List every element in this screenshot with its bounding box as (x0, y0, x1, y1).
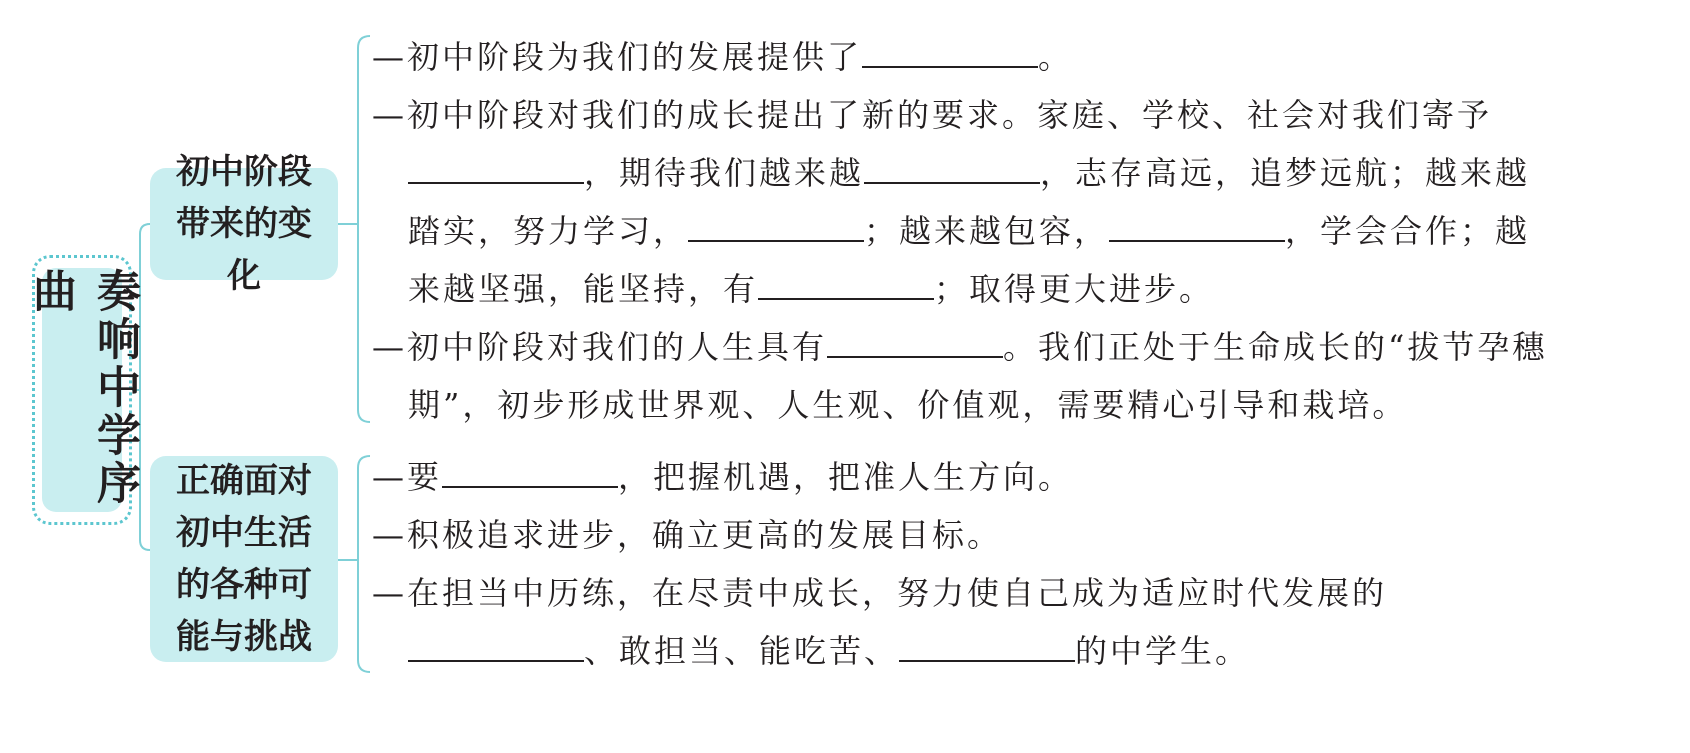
fill-in-blank[interactable] (442, 456, 618, 488)
branch-label: 初中阶段带来的变化 (176, 152, 312, 296)
fill-in-blank[interactable] (408, 630, 584, 662)
content-item (372, 28, 1552, 86)
branch-label: 正确面对初中生活的各种可能与挑战 (176, 461, 312, 657)
fill-in-blank[interactable] (1109, 210, 1285, 242)
branch-node-changes (150, 152, 338, 296)
item-text: —要 (372, 458, 443, 496)
item-text: —积极追求进步，确立更高的发展目标。 (372, 516, 1003, 554)
root-node (25, 268, 140, 512)
item-text: ；取得更大进步。 (934, 270, 1215, 308)
item-text: —初中阶段对我们的成长提出了新的要求。家庭、学校、社会对我们寄予 (372, 96, 1493, 134)
fill-in-blank[interactable] (408, 152, 584, 184)
item-text: ，把握机遇，把准人生方向。 (618, 458, 1074, 496)
branch-node-challenges (150, 456, 338, 662)
content-item (372, 448, 1552, 506)
fill-in-blank[interactable] (827, 326, 1003, 358)
item-text: 、敢担当、能吃苦、 (584, 632, 900, 670)
item-text: 。我们正处于生命成长的“拔节孕穗期”，初步形成世界观、人生观、价值观，需要精心引导和栽培。 (408, 328, 1548, 424)
item-text: ，期待我们越来越 (584, 154, 865, 192)
fill-in-blank[interactable] (758, 268, 934, 300)
content-item (372, 564, 1552, 680)
item-text: —初中阶段对我们的人生具有 (372, 328, 828, 366)
item-text: ，学会合作；越来越坚强，能坚持，有 (408, 212, 1531, 308)
fill-in-blank[interactable] (899, 630, 1075, 662)
item-text: ，志存高远，追梦远航；越来越踏实，努力学习， (408, 154, 1531, 250)
item-text: —初中阶段为我们的发展提供了 (372, 38, 863, 76)
content-item (372, 86, 1552, 318)
item-text: 的中学生。 (1075, 632, 1251, 670)
item-text: ；越来越包容， (864, 212, 1110, 250)
content-item (372, 318, 1552, 434)
root-title: 奏响中学序曲 (25, 268, 140, 508)
item-text: 。 (1038, 38, 1074, 76)
content-item (372, 506, 1552, 564)
fill-in-blank[interactable] (864, 152, 1040, 184)
fill-in-blank[interactable] (688, 210, 864, 242)
item-text: —在担当中历练，在尽责中成长，努力使自己成为适应时代发展的 (372, 574, 1388, 612)
fill-in-blank[interactable] (862, 36, 1038, 68)
